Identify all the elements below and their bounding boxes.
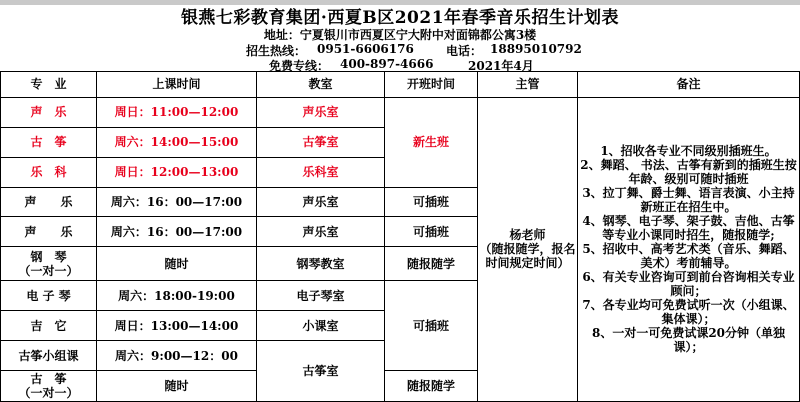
note-item: 2、舞蹈、 书法、古筝有新到的插班生按年龄、级别可随时插班 bbox=[580, 158, 797, 187]
major-cell: 乐 科 bbox=[1, 157, 97, 187]
note-item: 5、招收中、高考艺术类（音乐、舞蹈、美术）考前辅导。 bbox=[582, 242, 795, 271]
time-cell: 周六：16：00—17:00 bbox=[97, 187, 257, 217]
note-item: 7、各专业均可免费试听一次（小组课、集体课）； bbox=[582, 298, 795, 327]
room-cell: 声乐室 bbox=[257, 97, 385, 127]
open-cell: 随报随学 bbox=[385, 247, 478, 281]
notes-cell bbox=[578, 97, 800, 401]
phone-label: 电话： bbox=[446, 44, 483, 58]
major-sub: （一对一） bbox=[18, 263, 79, 278]
note-item: 4、钢琴、电子琴、架子鼓、吉他、古筝等专业小课同时招生，随报随学; bbox=[582, 214, 795, 243]
open-cell: 可插班 bbox=[385, 217, 478, 247]
hotline-label: 招生热线： bbox=[246, 44, 307, 58]
phone-number: 18895010792 bbox=[490, 42, 582, 56]
major-name: 钢 琴 bbox=[30, 249, 67, 264]
note-item: 3、拉丁舞、爵士舞、语言表演、小主持新班正在招生中。 bbox=[582, 186, 795, 215]
room-cell: 声乐室 bbox=[257, 187, 385, 217]
major-cell: 吉 它 bbox=[1, 311, 97, 341]
room-cell: 声乐室 bbox=[257, 217, 385, 247]
time-cell: 随时 bbox=[97, 371, 257, 402]
free-line-number: 400-897-4666 bbox=[340, 57, 434, 71]
major-cell: 古 筝 bbox=[1, 127, 97, 157]
teacher-note: （随报随学，报名时间规定时间） bbox=[479, 242, 576, 271]
address-line: 地址：宁夏银川市西夏区宁大附中对面锦都公寓3楼 bbox=[263, 28, 537, 42]
time-cell: 随时 bbox=[97, 247, 257, 281]
hotline-number: 0951-6606176 bbox=[317, 42, 414, 56]
room-cell: 电子琴室 bbox=[257, 281, 385, 311]
col-header-time: 上课时间 bbox=[97, 72, 257, 98]
room-cell: 小课室 bbox=[257, 311, 385, 341]
schedule-table bbox=[0, 71, 800, 402]
col-header-notes: 备注 bbox=[578, 72, 800, 98]
major-sub: （一对一） bbox=[18, 386, 79, 401]
col-header-supervisor: 主管 bbox=[478, 72, 578, 98]
room-cell: 古筝室 bbox=[257, 127, 385, 157]
major-cell: 声 乐 bbox=[1, 187, 97, 217]
major-cell: 古筝小组课 bbox=[1, 341, 97, 371]
table-row bbox=[1, 97, 800, 127]
page-title: 银燕七彩教育集团·西夏B区2021年春季音乐招生计划表 bbox=[180, 8, 620, 28]
open-cell: 随报随学 bbox=[385, 371, 478, 402]
room-cell: 乐科室 bbox=[257, 157, 385, 187]
major-name: 古 筝 bbox=[30, 372, 67, 387]
time-cell: 周日：12:00—13:00 bbox=[97, 157, 257, 187]
col-header-room: 教室 bbox=[257, 72, 385, 98]
room-cell-merged: 古筝室 bbox=[257, 341, 385, 402]
room-cell: 钢琴教室 bbox=[257, 247, 385, 281]
date-text: 2021年4月 bbox=[468, 59, 534, 73]
major-cell: 声 乐 bbox=[1, 217, 97, 247]
free-line-label: 免费专线： bbox=[269, 59, 330, 73]
time-cell: 周六：9:00—12：00 bbox=[97, 341, 257, 371]
time-cell: 周六：18:00-19:00 bbox=[97, 281, 257, 311]
note-item: 6、有关专业咨询可到前台咨询相关专业顾问； bbox=[582, 270, 795, 299]
open-cell-merged: 可插班 bbox=[385, 281, 478, 371]
time-cell: 周日：11:00—12:00 bbox=[97, 97, 257, 127]
col-header-open: 开班时间 bbox=[385, 72, 478, 98]
supervisor-cell bbox=[478, 97, 578, 401]
major-cell: 声 乐 bbox=[1, 97, 97, 127]
new-class-cell: 新生班 bbox=[385, 97, 478, 187]
time-cell: 周日：13:00—14:00 bbox=[97, 311, 257, 341]
major-cell bbox=[1, 247, 97, 281]
time-cell: 周六：14:00—15:00 bbox=[97, 127, 257, 157]
col-header-major: 专 业 bbox=[1, 72, 97, 98]
teacher-name: 杨老师 bbox=[509, 228, 546, 243]
time-cell: 周六：16：00—17:00 bbox=[97, 217, 257, 247]
major-cell: 电 子 琴 bbox=[1, 281, 97, 311]
table-header-row bbox=[1, 72, 800, 98]
major-cell bbox=[1, 371, 97, 402]
open-cell: 可插班 bbox=[385, 187, 478, 217]
note-item: 8、一对一可免费试课20分钟（单独课）； bbox=[591, 326, 786, 355]
note-item: 1、招收各专业不同级别插班生。 bbox=[600, 144, 777, 159]
